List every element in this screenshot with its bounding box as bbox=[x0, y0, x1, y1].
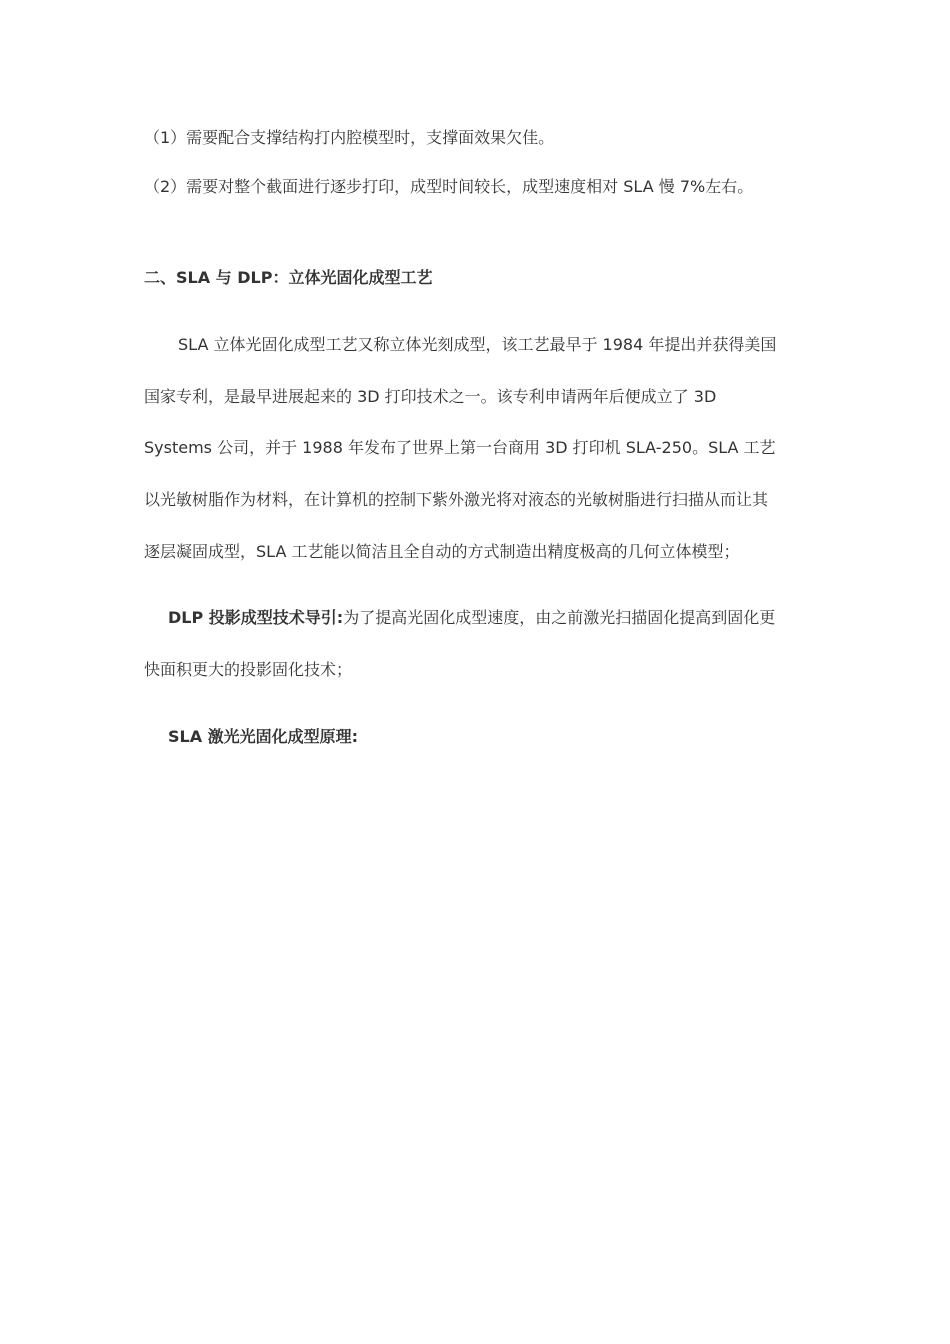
dlp-text: 为了提高光固化成型速度，由之前激光扫描固化提高到固化更 bbox=[343, 608, 776, 627]
dlp-label: DLP 投影成型技术导引: bbox=[168, 608, 344, 627]
sla-principle-heading: SLA 激光光固化成型原理: bbox=[168, 727, 359, 746]
dlp-paragraph-line-2: 快面积更大的投影固化技术； bbox=[144, 660, 353, 679]
paragraph-line-2: 国家专利，是最早进展起来的 3D 打印技术之一。该专利申请两年后便成立了 3D bbox=[144, 387, 717, 406]
section-heading: 二、SLA 与 DLP：立体光固化成型工艺 bbox=[144, 268, 433, 287]
dlp-paragraph-line-1 bbox=[168, 608, 775, 628]
paragraph-line-3: Systems 公司，并于 1988 年发布了世界上第一台商用 3D 打印机 SLA-250。SLA 工艺 bbox=[144, 438, 776, 457]
paragraph-line-4: 以光敏树脂作为材料，在计算机的控制下紫外激光将对液态的光敏树脂进行扫描从而让其 bbox=[144, 490, 769, 509]
paragraph-line-1: SLA 立体光固化成型工艺又称立体光刻成型，该工艺最早于 1984 年提出并获得美国 bbox=[178, 335, 777, 354]
list-item-1: （1）需要配合支撑结构打内腔模型时，支撑面效果欠佳。 bbox=[144, 128, 555, 147]
list-item-2: （2）需要对整个截面进行逐步打印，成型时间较长，成型速度相对 SLA 慢 7%左右。 bbox=[144, 177, 754, 196]
paragraph-line-5: 逐层凝固成型，SLA 工艺能以简洁且全自动的方式制造出精度极高的几何立体模型； bbox=[144, 542, 740, 561]
